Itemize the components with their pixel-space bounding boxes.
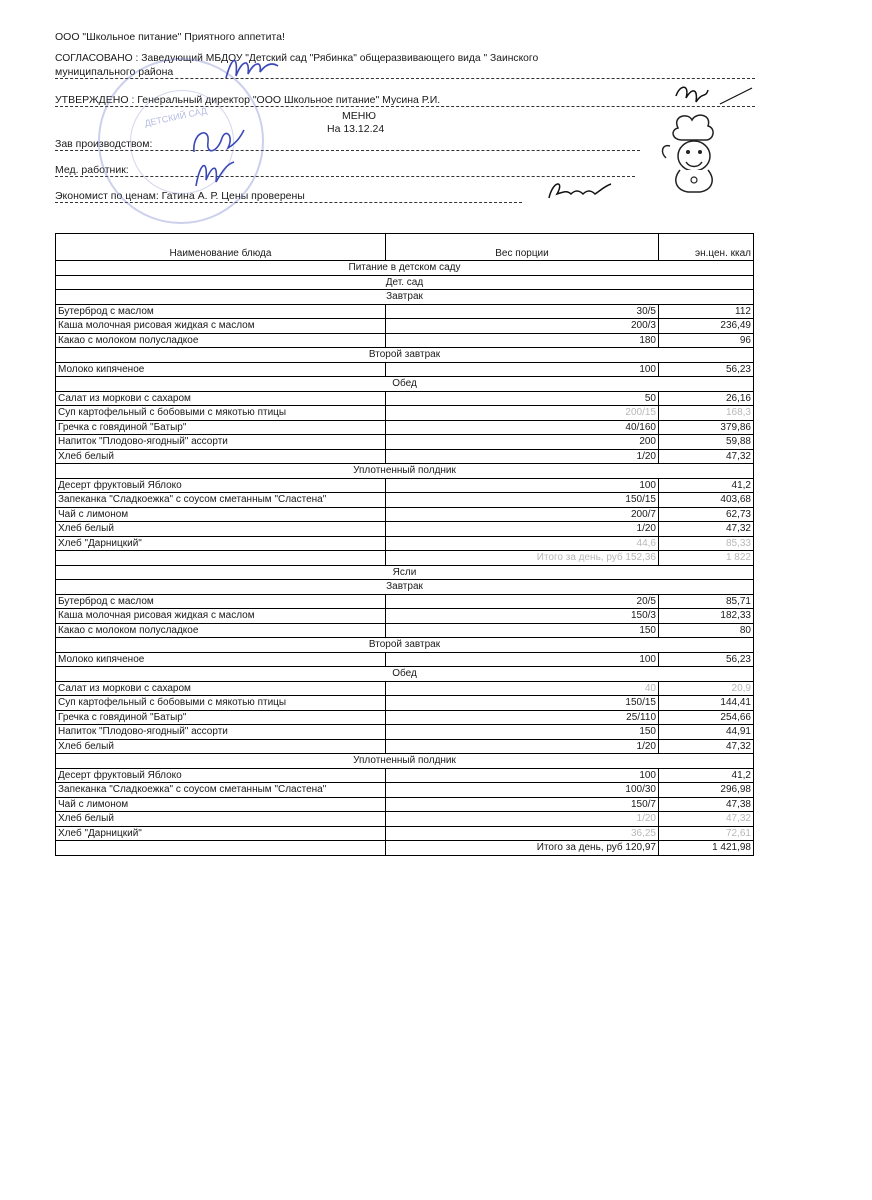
section-row: [56, 638, 754, 653]
energy-kcal: 296,98: [659, 783, 754, 798]
table-row: [56, 362, 754, 377]
stamp-text: ДЕТСКИЙ САД: [143, 105, 208, 129]
portion-weight: 20/5: [386, 594, 659, 609]
portion-weight: 25/110: [386, 710, 659, 725]
dish-name: Десерт фруктовый Яблоко: [56, 768, 386, 783]
dish-name: Хлеб белый: [56, 449, 386, 464]
portion-weight: 1/20: [386, 812, 659, 827]
dish-name: Салат из моркови с сахаром: [56, 681, 386, 696]
portion-weight: 150/15: [386, 493, 659, 508]
section-row: [56, 290, 754, 305]
section-row: [56, 464, 754, 479]
portion-weight: 44,6: [386, 536, 659, 551]
energy-kcal: 41,2: [659, 478, 754, 493]
portion-weight: 100: [386, 768, 659, 783]
energy-kcal: 62,73: [659, 507, 754, 522]
portion-weight: 200/3: [386, 319, 659, 334]
energy-kcal: 20,9: [659, 681, 754, 696]
table-row: [56, 449, 754, 464]
header-dish-name: Наименование блюда: [56, 234, 386, 261]
portion-weight: 200/15: [386, 406, 659, 421]
dish-name: Гречка с говядиной "Батыр": [56, 420, 386, 435]
energy-kcal: 47,32: [659, 449, 754, 464]
table-row: [56, 333, 754, 348]
energy-kcal: 236,49: [659, 319, 754, 334]
section-title: Обед: [56, 377, 754, 392]
section-title: Уплотненный полдник: [56, 754, 754, 769]
dish-name: Суп картофельный с бобовыми с мякотью птицы: [56, 696, 386, 711]
dish-name: Хлеб "Дарницкий": [56, 536, 386, 551]
dish-name: Молоко кипяченое: [56, 362, 386, 377]
section-row: [56, 261, 754, 276]
dish-name: Какао с молоком полусладкое: [56, 623, 386, 638]
menu-title: МЕНЮ: [342, 110, 376, 122]
total-kcal: 1 822: [659, 551, 754, 566]
dish-name: Напиток "Плодово-ягодный" ассорти: [56, 435, 386, 450]
portion-weight: 50: [386, 391, 659, 406]
total-empty-cell: [56, 841, 386, 856]
table-row: [56, 710, 754, 725]
total-empty-cell: [56, 551, 386, 566]
portion-weight: 150: [386, 623, 659, 638]
portion-weight: 200: [386, 435, 659, 450]
table-row: [56, 391, 754, 406]
portion-weight: 1/20: [386, 449, 659, 464]
dish-name: Каша молочная рисовая жидкая с маслом: [56, 609, 386, 624]
energy-kcal: 47,32: [659, 522, 754, 537]
table-row: [56, 493, 754, 508]
energy-kcal: 26,16: [659, 391, 754, 406]
section-title: Обед: [56, 667, 754, 682]
medic-label: Мед. работник:: [55, 164, 129, 176]
energy-kcal: 47,32: [659, 739, 754, 754]
portion-weight: 100: [386, 362, 659, 377]
portion-weight: 30/5: [386, 304, 659, 319]
agreed-line-1: СОГЛАСОВАНО : Заведующий МБДОУ "Детский сад "Рябинка" общеразвивающего вида " Заинского: [55, 53, 539, 64]
energy-kcal: 41,2: [659, 768, 754, 783]
table-row: [56, 812, 754, 827]
section-title: Завтрак: [56, 290, 754, 305]
dish-name: Бутерброд с маслом: [56, 304, 386, 319]
energy-kcal: 47,38: [659, 797, 754, 812]
portion-weight: 150: [386, 725, 659, 740]
section-title: Питание в детском саду: [56, 261, 754, 276]
section-title: Дет. сад: [56, 275, 754, 290]
table-row: [56, 623, 754, 638]
dish-name: Молоко кипяченое: [56, 652, 386, 667]
header-portion-weight: Вес порции: [386, 234, 659, 261]
chef-mascot-icon: [658, 112, 730, 194]
dish-name: Десерт фруктовый Яблоко: [56, 478, 386, 493]
total-kcal: 1 421,98: [659, 841, 754, 856]
dish-name: Гречка с говядиной "Батыр": [56, 710, 386, 725]
section-title: Уплотненный полдник: [56, 464, 754, 479]
agreed-line-2: муниципального района: [55, 66, 174, 78]
total-row: [56, 841, 754, 856]
portion-weight: 200/7: [386, 507, 659, 522]
total-row: [56, 551, 754, 566]
energy-kcal: 379,86: [659, 420, 754, 435]
medic-signature: [188, 152, 238, 192]
dish-name: Хлеб "Дарницкий": [56, 826, 386, 841]
dish-name: Хлеб белый: [56, 739, 386, 754]
dish-name: Бутерброд с маслом: [56, 594, 386, 609]
table-row: [56, 797, 754, 812]
table-row: [56, 478, 754, 493]
table-row: [56, 652, 754, 667]
section-row: [56, 754, 754, 769]
table-row: [56, 768, 754, 783]
portion-weight: 150/15: [386, 696, 659, 711]
energy-kcal: 85,33: [659, 536, 754, 551]
table-row: [56, 406, 754, 421]
agreed-signature: [222, 50, 282, 85]
dish-name: Запеканка "Сладкоежка" с соусом сметанным "Сластена": [56, 493, 386, 508]
portion-weight: 100: [386, 478, 659, 493]
table-row: [56, 594, 754, 609]
section-title: Второй завтрак: [56, 348, 754, 363]
table-row: [56, 420, 754, 435]
section-row: [56, 565, 754, 580]
total-cost: Итого за день, руб 120,97: [386, 841, 659, 856]
energy-kcal: 254,66: [659, 710, 754, 725]
portion-weight: 100: [386, 652, 659, 667]
energy-kcal: 44,91: [659, 725, 754, 740]
section-row: [56, 580, 754, 595]
economist-signature: [545, 176, 615, 206]
energy-kcal: 47,32: [659, 812, 754, 827]
table-row: [56, 507, 754, 522]
menu-table: [55, 233, 754, 856]
table-row: [56, 435, 754, 450]
portion-weight: 100/30: [386, 783, 659, 798]
energy-kcal: 182,33: [659, 609, 754, 624]
dish-name: Хлеб белый: [56, 812, 386, 827]
director-signature: [672, 78, 762, 112]
section-row: [56, 275, 754, 290]
table-row: [56, 696, 754, 711]
table-row: [56, 739, 754, 754]
dish-name: Чай с лимоном: [56, 507, 386, 522]
table-row: [56, 725, 754, 740]
section-title: Второй завтрак: [56, 638, 754, 653]
section-row: [56, 348, 754, 363]
energy-kcal: 85,71: [659, 594, 754, 609]
dish-name: Салат из моркови с сахаром: [56, 391, 386, 406]
dish-name: Запеканка "Сладкоежка" с соусом сметанным "Сластена": [56, 783, 386, 798]
portion-weight: 40/160: [386, 420, 659, 435]
table-row: [56, 522, 754, 537]
table-row: [56, 609, 754, 624]
table-row: [56, 783, 754, 798]
approved-line: УТВЕРЖДЕНО : Генеральный директор "ООО Школьное питание" Мусина Р.И.: [55, 94, 441, 106]
total-cost: Итого за день, руб 152,36: [386, 551, 659, 566]
table-row: [56, 319, 754, 334]
table-header-row: [56, 234, 754, 261]
section-row: [56, 667, 754, 682]
portion-weight: 150/7: [386, 797, 659, 812]
portion-weight: 1/20: [386, 739, 659, 754]
header-energy: эн.цен. ккал: [659, 234, 754, 261]
energy-kcal: 144,41: [659, 696, 754, 711]
menu-date: На 13.12.24: [327, 123, 385, 135]
energy-kcal: 96: [659, 333, 754, 348]
dish-name: Какао с молоком полусладкое: [56, 333, 386, 348]
energy-kcal: 80: [659, 623, 754, 638]
section-title: Ясли: [56, 565, 754, 580]
table-row: [56, 681, 754, 696]
table-row: [56, 536, 754, 551]
portion-weight: 180: [386, 333, 659, 348]
energy-kcal: 168,3: [659, 406, 754, 421]
dish-name: Хлеб белый: [56, 522, 386, 537]
portion-weight: 36,25: [386, 826, 659, 841]
energy-kcal: 403,68: [659, 493, 754, 508]
menu-table-body: [56, 261, 754, 856]
production-head-label: Зав производством:: [55, 138, 153, 150]
energy-kcal: 56,23: [659, 652, 754, 667]
energy-kcal: 112: [659, 304, 754, 319]
table-row: [56, 826, 754, 841]
dish-name: Каша молочная рисовая жидкая с маслом: [56, 319, 386, 334]
section-title: Завтрак: [56, 580, 754, 595]
energy-kcal: 72,61: [659, 826, 754, 841]
company-line: ООО "Школьное питание" Приятного аппетита!: [55, 31, 285, 43]
portion-weight: 40: [386, 681, 659, 696]
table-row: [56, 304, 754, 319]
energy-kcal: 59,88: [659, 435, 754, 450]
dish-name: Чай с лимоном: [56, 797, 386, 812]
energy-kcal: 56,23: [659, 362, 754, 377]
economist-line: Экономист по ценам: Гатина А. Р. Цены проверены: [55, 190, 305, 202]
portion-weight: 1/20: [386, 522, 659, 537]
section-row: [56, 377, 754, 392]
portion-weight: 150/3: [386, 609, 659, 624]
dish-name: Напиток "Плодово-ягодный" ассорти: [56, 725, 386, 740]
dish-name: Суп картофельный с бобовыми с мякотью птицы: [56, 406, 386, 421]
